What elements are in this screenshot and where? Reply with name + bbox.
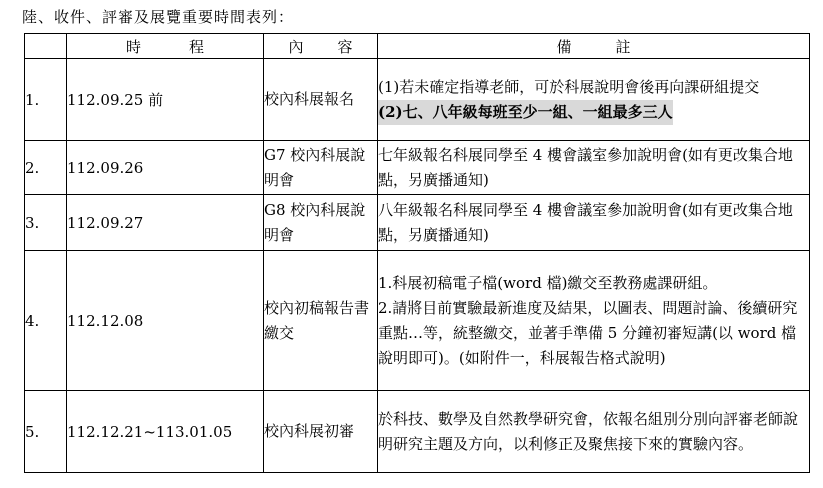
table-header-row bbox=[25, 34, 810, 59]
header-content-char-1: 內 bbox=[288, 37, 304, 56]
row-number: 5. bbox=[25, 391, 67, 473]
section-heading: 陸、收件、評審及展覽重要時間表列： bbox=[22, 8, 295, 26]
row-item: 校內科展初審 bbox=[264, 391, 378, 473]
row-number: 3. bbox=[25, 195, 67, 251]
header-content bbox=[264, 34, 378, 59]
row-item: 校內科展報名 bbox=[264, 59, 378, 141]
row-notes bbox=[378, 195, 810, 251]
table-row bbox=[25, 195, 810, 251]
note-line: 七年級報名科展同學至 4 樓會議室參加說明會(如有更改集合地點，另廣播通知) bbox=[378, 145, 793, 189]
row-date: 112.12.21~113.01.05 bbox=[67, 391, 264, 473]
row-item: G7 校內科展說明會 bbox=[264, 141, 378, 195]
row-notes bbox=[378, 391, 810, 473]
row-number: 2. bbox=[25, 141, 67, 195]
row-number: 1. bbox=[25, 59, 67, 141]
note-line: 八年級報名科展同學至 4 樓會議室參加說明會(如有更改集合地點，另廣播通知) bbox=[378, 200, 793, 244]
header-remarks-char-2: 註 bbox=[615, 37, 631, 56]
header-content-char-2: 容 bbox=[337, 37, 353, 56]
row-item: 校內初稿報告書繳交 bbox=[264, 251, 378, 391]
note-line: 於科技、數學及自然教學研究會，依報名組別分別向評審老師說明研究主題及方向，以利修正及聚焦接下來的實驗內容。 bbox=[378, 409, 799, 453]
note-line: 2.請將目前實驗最新進度及結果，以圖表、問題討論、後續研究重點…等，統整繳交，並著手準備 5 分鐘初審短講(以 word 檔說明即可)。(如附件一，科展報告格式說明) bbox=[378, 298, 798, 367]
schedule-table bbox=[24, 33, 810, 473]
table-row bbox=[25, 141, 810, 195]
note-line: 1.科展初稿電子檔(word 檔)繳交至教務處課研組。 bbox=[378, 273, 718, 292]
header-schedule-char-1: 時 bbox=[126, 37, 142, 56]
header-schedule-char-2: 程 bbox=[188, 37, 204, 56]
row-notes bbox=[378, 59, 810, 141]
row-notes bbox=[378, 251, 810, 391]
table-row bbox=[25, 59, 810, 141]
row-date: 112.09.25 前 bbox=[67, 59, 264, 141]
header-number bbox=[25, 34, 67, 59]
row-notes bbox=[378, 141, 810, 195]
row-date: 112.09.26 bbox=[67, 141, 264, 195]
table-row bbox=[25, 391, 810, 473]
note-line: (1)若未確定指導老師，可於科展說明會後再向課研組提交 bbox=[378, 77, 760, 96]
note-line-highlighted: (2)七、八年級每班至少一組、一組最多三人 bbox=[378, 100, 673, 125]
header-remarks bbox=[378, 34, 810, 59]
table-row bbox=[25, 251, 810, 391]
row-number: 4. bbox=[25, 251, 67, 391]
header-remarks-char-1: 備 bbox=[556, 37, 572, 56]
row-date: 112.09.27 bbox=[67, 195, 264, 251]
row-date: 112.12.08 bbox=[67, 251, 264, 391]
row-item: G8 校內科展說明會 bbox=[264, 195, 378, 251]
header-schedule bbox=[67, 34, 264, 59]
